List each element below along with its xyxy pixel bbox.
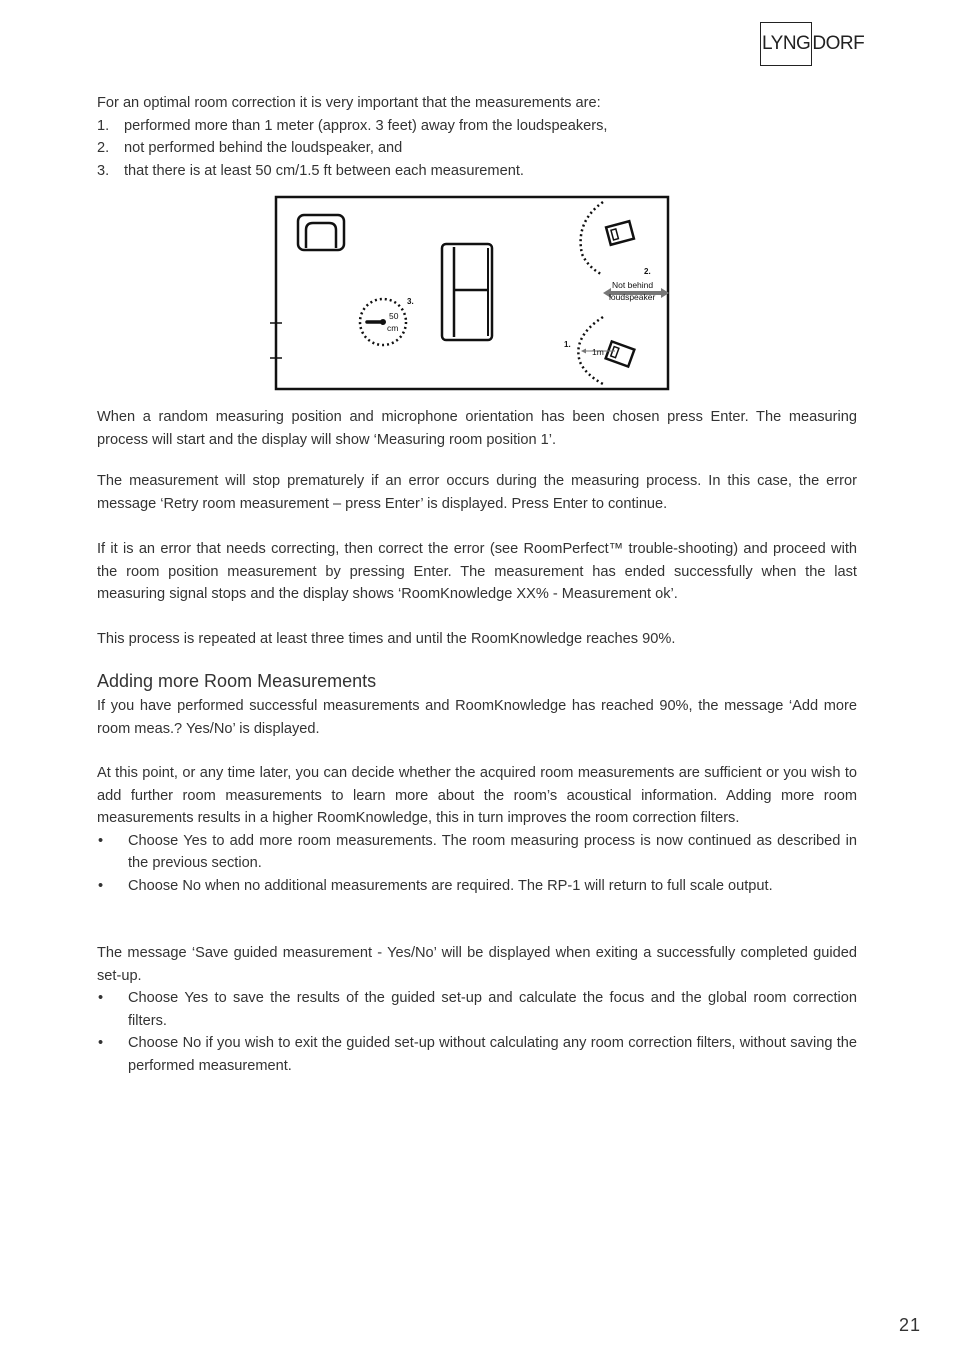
- loudspeaker-upper-icon: [606, 221, 634, 245]
- list-text: Choose Yes to save the results of the guided set-up and calculate the focus and the global room correction filters.: [128, 990, 857, 1029]
- paragraph-save: [97, 942, 857, 1077]
- list-text: Choose No when no additional measurements are required. The RP-1 will return to full scale output.: [128, 877, 773, 894]
- label-loudspeaker: loudspeaker: [609, 292, 656, 302]
- list-text: Choose Yes to add more room measurements. The room measuring process is now continued as described in the previous section.: [128, 832, 857, 871]
- armchair-icon: [298, 215, 344, 250]
- requirements-list: [97, 115, 857, 183]
- logo-boxed-part: LYNG: [760, 22, 812, 66]
- loudspeaker-lower-icon: [606, 341, 635, 366]
- upper-distance-arc: [581, 202, 603, 274]
- bullet-icon: •: [98, 832, 104, 849]
- label-1m: 1m: [592, 347, 604, 357]
- bullet-icon: •: [98, 1035, 104, 1051]
- list-item: [97, 1032, 857, 1077]
- intro-lead: For an optimal room correction it is very important that the measurements are:: [97, 95, 601, 111]
- label-1-num: 1.: [564, 340, 571, 349]
- paragraph-repeat: [97, 628, 857, 651]
- paragraph-correct-error: [97, 538, 857, 606]
- label-not-behind: Not behind: [612, 280, 654, 290]
- list-item: [97, 830, 857, 875]
- paragraph-add-more: [97, 695, 857, 740]
- paragraph-error: [97, 470, 857, 515]
- bullet-list-add: [97, 830, 857, 898]
- body-text: When a random measuring position and microphone orientation has been chosen press Enter. The measuring process will start and the display will show ‘Measuring room position 1’.: [97, 409, 857, 448]
- microphone-spacing-marker: [360, 299, 406, 345]
- label-50: 50: [389, 311, 399, 321]
- section-heading: Adding more Room Measurements: [97, 671, 377, 691]
- page-number: 21: [899, 1315, 922, 1335]
- list-number: 2.: [97, 140, 110, 156]
- list-number: 1.: [97, 117, 110, 134]
- list-text: performed more than 1 meter (approx. 3 feet) away from the loudspeakers,: [124, 117, 608, 134]
- body-text: The measurement will stop prematurely if an error occurs during the measuring process. In this case, the error message ‘Retry room measurement – press Enter’ is displayed. Press Enter to continue.: [97, 473, 857, 512]
- body-text: This process is repeated at least three times and until the RoomKnowledge reaches 90%.: [97, 631, 676, 647]
- list-text: not performed behind the loudspeaker, and: [124, 140, 403, 156]
- list-item: [97, 987, 857, 1032]
- bullet-icon: •: [98, 990, 104, 1006]
- intro-section: [97, 92, 857, 182]
- body-text: At this point, or any time later, you can decide whether the acquired room measurements are sufficient or you wish to add further room measurements to learn more about the room’s acoustical information. Adding more room measurements results in a higher RoomKnowledge, this in turn improves the room correction filters.: [97, 765, 857, 826]
- brand-logo: [760, 22, 864, 66]
- list-item: [97, 160, 857, 183]
- body-text: The message ‘Save guided measurement - Yes/No’ will be displayed when exiting a successfully completed guided set-up.: [97, 945, 857, 984]
- list-text: that there is at least 50 cm/1.5 ft between each measurement.: [124, 162, 524, 179]
- paragraph-measuring-start: [97, 406, 857, 451]
- list-text: Choose No if you wish to exit the guided set-up without calculating any room correction filters, without saving the performed measurement.: [128, 1035, 857, 1074]
- list-item: [97, 875, 857, 898]
- list-number: 3.: [97, 162, 110, 179]
- logo-text-part: DORF: [812, 33, 865, 54]
- bullet-list-save: [97, 987, 857, 1077]
- body-text: If it is an error that needs correcting, then correct the error (see RoomPerfect™ trouble-shooting) and proceed with the room position measurement by pressing Enter. The measurement has ended successfully when the last measuring signal stops and the display shows ‘RoomKnowledge XX% - Measurement ok’.: [97, 541, 857, 602]
- body-text: If you have performed successful measurements and RoomKnowledge has reached 90%, the message ‘Add more room meas.? Yes/No’ is displayed.: [97, 698, 857, 737]
- list-item: [97, 115, 857, 138]
- label-3-num: 3.: [407, 297, 414, 306]
- list-item: [97, 137, 857, 160]
- paragraph-decide: [97, 762, 857, 897]
- bullet-icon: •: [98, 877, 104, 894]
- room-measurement-diagram: [270, 192, 672, 394]
- label-cm: cm: [387, 323, 399, 333]
- label-2-num: 2.: [644, 267, 651, 276]
- sofa-icon: [442, 244, 492, 340]
